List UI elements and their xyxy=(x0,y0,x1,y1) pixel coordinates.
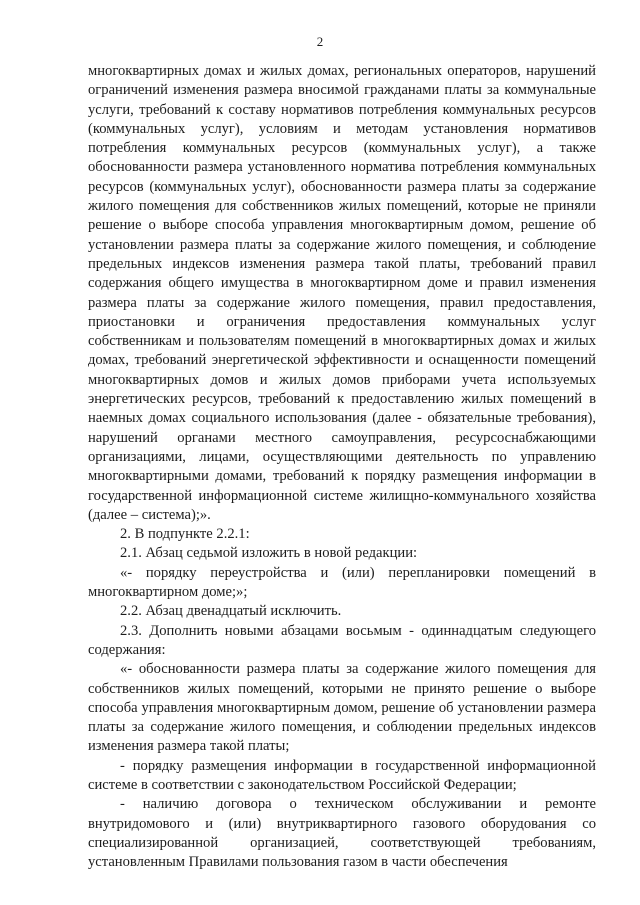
paragraph-1: многоквартирных домах и жилых домах, региональных операторов, нарушений ограничений изменения размера вносимой гражданами платы за коммунальные услуги, требований к составу нормативов потребления коммунальных ресурсов (коммунальных услуг), условиям и методам установления нормативов потребления коммунальных ресурсов (коммунальных услуг), а также обоснованности размера установленного норматива потребления коммунальных ресурсов (коммунальных услуг), обоснованности размера платы за содержание жилого помещения для собственников жилых помещений, которые не приняли решение о выборе способа управления многоквартирным домом, решение об установлении размера платы за содержание жилого помещения, и соблюдение предельных индексов изменения размера такой платы, требований правил содержания общего имущества в многоквартирном доме и правил изменения размера платы за содержание жилого помещения, правил предоставления, приостановки и ограничения предоставления коммунальных услуг собственникам и пользователям помещений в многоквартирных домах и жилых домах, требований энергетической эффективности и оснащенности помещений многоквартирных домов и жилых домов приборами учета используемых энергетических ресурсов, требований к предоставлению жилых помещений в наемных домах социального использования (далее - обязательные требования), нарушений органами местного самоуправления, ресурсоснабжающими организациями, лицами, осуществляющими деятельность по управлению многоквартирными домами, требований к порядку размещения информации в государственной информационной системе жилищно-коммунального хозяйства (далее – система);». xyxy=(88,63,596,523)
body-text xyxy=(88,62,596,872)
paragraph-4: «- порядку переустройства и (или) перепланировки помещений в многоквартирном доме;»; xyxy=(88,564,596,601)
paragraph-5: 2.2. Абзац двенадцатый исключить. xyxy=(120,603,342,620)
paragraph-3: 2.1. Абзац седьмой изложить в новой редакции: xyxy=(120,545,418,562)
paragraph-7: «- обоснованности размера платы за содержание жилого помещения для собственников жилых помещений, которыми не принято решение о выборе способа управления многоквартирным домом, решение об установлении размера платы за содержание жилого помещения, и соблюдении предельных индексов изменения размера такой платы; xyxy=(88,661,596,755)
paragraph-9: - наличию договора о техническом обслуживании и ремонте внутридомового и (или) внутриквартирного газового оборудования со специализированной организацией, соответствующей требованиям, установленным Правилами пользования газом в части обеспечения xyxy=(88,796,596,871)
paragraph-8: - порядку размещения информации в государственной информационной системе в соответствии с законодательством Российской Федерации; xyxy=(88,757,596,793)
paragraph-2: 2. В подпункте 2.2.1: xyxy=(120,526,250,543)
page-number: 2 xyxy=(316,34,324,49)
paragraph-6: 2.3. Дополнить новыми абзацами восьмым - одиннадцатым следующего содержания: xyxy=(88,622,596,658)
